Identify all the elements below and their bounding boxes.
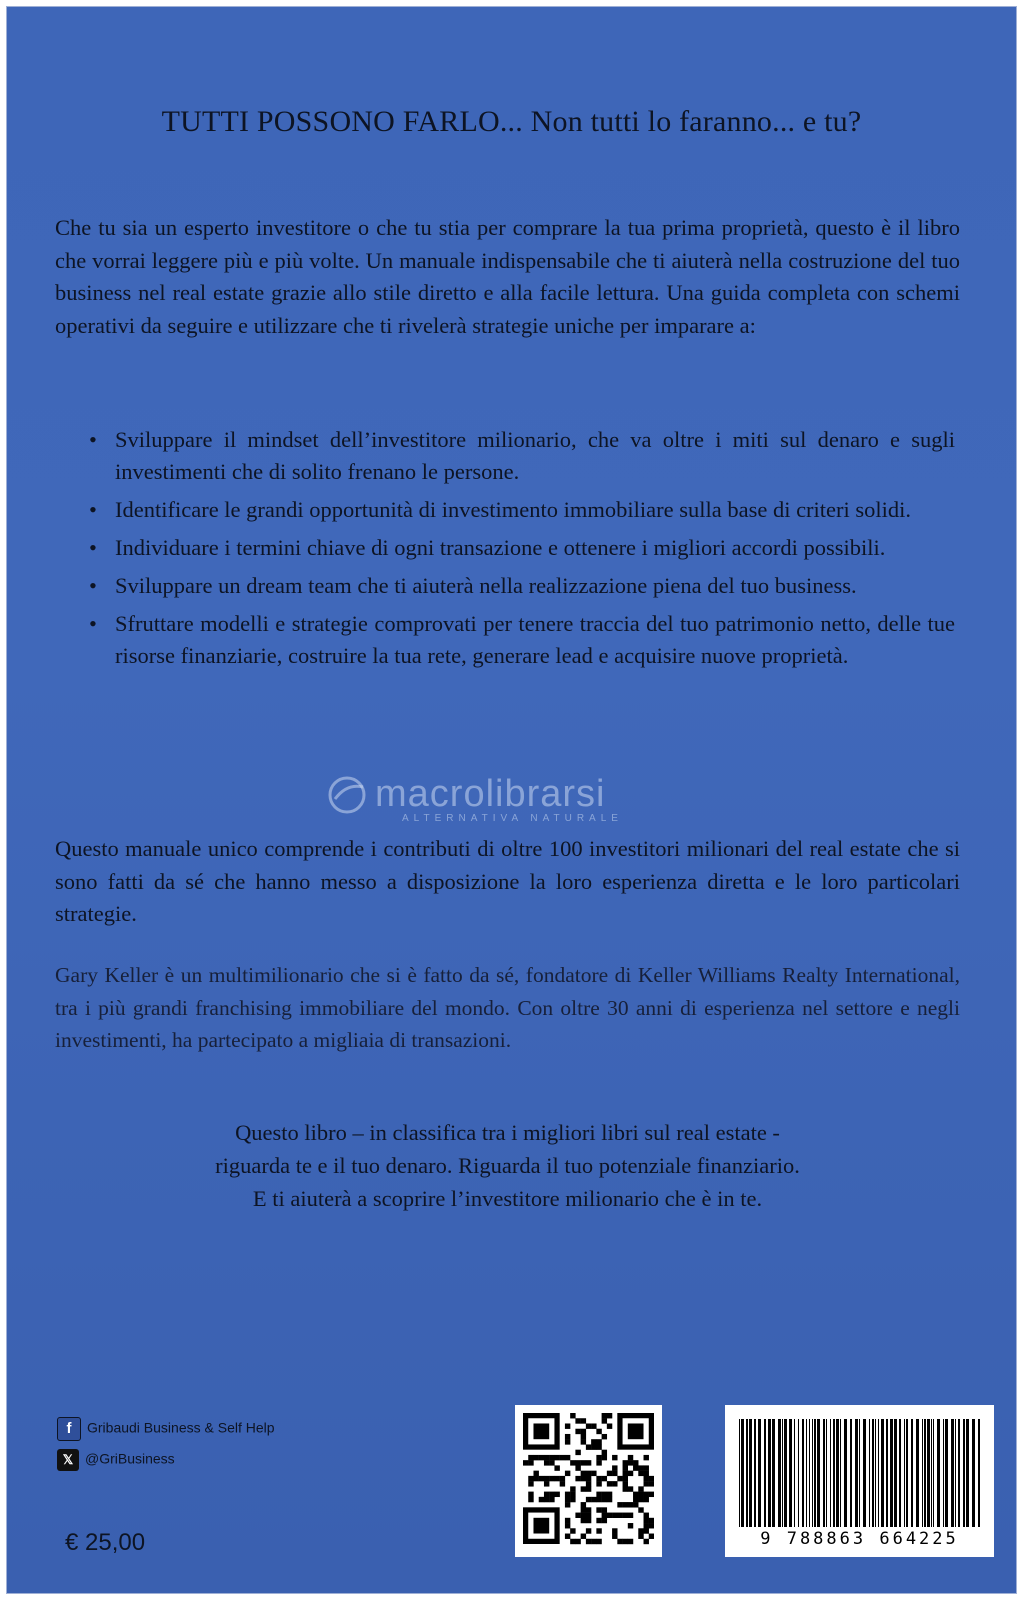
author-bio: Gary Keller è un multimilionario che si è fatto da sé, fondatore di Keller Williams Realty International, tra i più grandi franchising immobiliare del mondo. Con oltre 30 anni di esperienza nel settore e negli investimenti, ha partecipato a migliaia di transazioni.	[55, 963, 960, 1052]
watermark-name: macrolibrarsi	[375, 773, 606, 815]
facebook-label: Gribaudi Business & Self Help	[87, 1419, 275, 1436]
list-item: • Sviluppare il mindset dell’investitore milionario, che va oltre i miti sul denaro e sugli investimenti che di solito frenano le persone.	[85, 424, 955, 488]
barcode	[725, 1405, 994, 1557]
watermark-logo-icon	[327, 775, 371, 815]
book-back-cover	[6, 6, 1017, 1594]
intro-paragraph: Che tu sia un esperto investitore o che tu stia per comprare la tua prima proprietà, questo è il libro che vorrai leggere più e più volte. Un manuale indispensabile che ti aiuterà nella costruzione del tuo business nel real estate grazie allo stile diretto e alla facile lettura. Una guida completa con schemi operativi da seguire e utilizzare che ti rivelerà strategie uniche per imparare a:	[55, 215, 960, 338]
list-item: • Sviluppare un dream team che ti aiuterà nella realizzazione piena del tuo business.	[85, 570, 955, 602]
list-item: • Sfruttare modelli e strategie comprovati per tenere traccia del tuo patrimonio netto, delle tue risorse finanziarie, costruire la tua rete, generare lead e acquisire nuove proprietà.	[85, 608, 955, 672]
bullet-icon: •	[89, 497, 97, 522]
facebook-handle	[57, 1417, 275, 1441]
watermark-tagline: ALTERNATIVA NATURALE	[402, 813, 623, 824]
bullet-icon: •	[89, 535, 97, 560]
x-handle	[57, 1449, 175, 1471]
x-label: @GriBusiness	[85, 1450, 175, 1467]
bullet-icon: •	[89, 427, 97, 452]
closing-line: Questo libro – in classifica tra i migliori libri sul real estate -	[235, 1120, 780, 1145]
headline: TUTTI POSSONO FARLO... Non tutti lo faranno... e tu?	[161, 105, 862, 138]
bullet-icon: •	[89, 573, 97, 598]
qr-code-icon	[523, 1413, 654, 1549]
closing-statement	[55, 1116, 960, 1215]
closing-line: riguarda te e il tuo denaro. Riguarda il tuo potenziale finanziario.	[215, 1153, 800, 1178]
contributors-paragraph: Questo manuale unico comprende i contributi di oltre 100 investitori milionari del real estate che si sono fatti da sé che hanno messo a disposizione la loro esperienza diretta e le loro particolari strategie.	[55, 836, 960, 926]
bullet-icon: •	[89, 611, 97, 636]
x-icon: 𝕏	[57, 1449, 79, 1471]
benefits-list	[85, 424, 955, 678]
qr-code	[515, 1405, 662, 1557]
list-item: • Individuare i termini chiave di ogni transazione e ottenere i migliori accordi possibili.	[85, 532, 955, 564]
watermark	[327, 773, 727, 833]
closing-line: E ti aiuterà a scoprire l’investitore milionario che è in te.	[252, 1186, 763, 1211]
price-label: € 25,00	[65, 1529, 146, 1556]
isbn-number: 9 788863 664225	[760, 1529, 959, 1549]
list-item: • Identificare le grandi opportunità di investimento immobiliare sulla base di criteri solidi.	[85, 494, 955, 526]
facebook-icon: f	[57, 1417, 81, 1441]
